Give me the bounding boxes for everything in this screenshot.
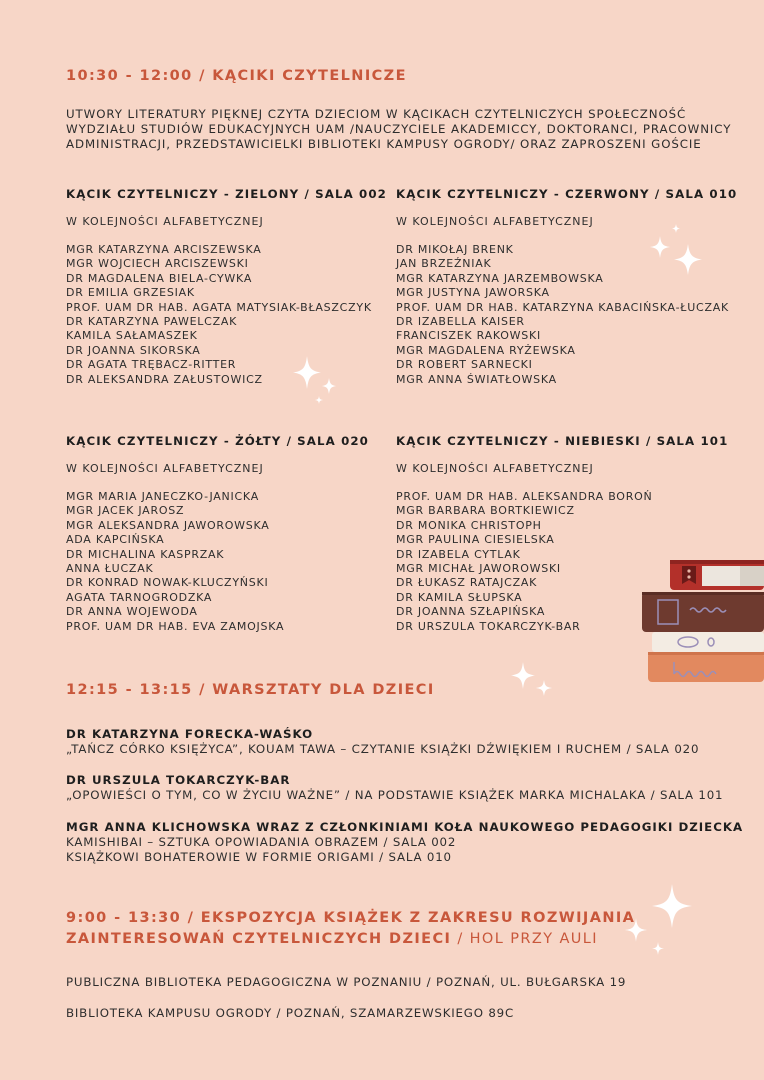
corner-title: KĄCIK CZYTELNICZY - NIEBIESKI / SALA 101 (396, 434, 729, 448)
reading-section-heading: 10:30 - 12:00 / KĄCIKI CZYTELNICZE (66, 68, 407, 84)
corner-title: KĄCIK CZYTELNICZY - ŻÓŁTY / SALA 020 (66, 434, 369, 448)
list-item: MGR KATARZYNA JARZEMBOWSKA (396, 271, 604, 285)
corner-note: W KOLEJNOŚCI ALFABETYCZNEJ (396, 462, 594, 475)
list-item: ADA KAPCIŃSKA (66, 533, 165, 547)
intro-line: WYDZIAŁU STUDIÓW EDUKACYJNYCH UAM /NAUCZYCIELE AKADEMICCY, DOKTORANCI, PRACOWNICY (66, 122, 732, 136)
list-item: DR MIKOŁAJ BRENK (396, 243, 514, 256)
list-item: DR MONIKA CHRISTOPH (396, 518, 542, 532)
list-item: MGR ANNA ŚWIATŁOWSKA (396, 372, 557, 386)
workshop-1 (66, 727, 699, 757)
intro-line: UTWORY LITERATURY PIĘKNEJ CZYTA DZIECIOM W KĄCIKACH CZYTELNICZYCH SPOŁECZNOŚĆ (66, 107, 687, 121)
sparkle-icon (505, 660, 565, 705)
list-item: FRANCISZEK RAKOWSKI (396, 329, 541, 343)
list-item: DR IZABELA CYTLAK (396, 547, 521, 561)
workshops-heading: 12:15 - 13:15 / WARSZTATY DLA DZIECI (66, 682, 435, 698)
list-item: MGR MAGDALENA RYŻEWSKA (396, 343, 576, 357)
list-item: MGR PAULINA CIESIELSKA (396, 533, 555, 547)
list-item: DR JOANNA SZŁAPIŃSKA (396, 605, 546, 619)
list-item: DR URSZULA TOKARCZYK-BAR (396, 619, 581, 633)
exhibition-heading-line2 (66, 931, 598, 947)
sparkle-icon (640, 222, 720, 292)
exhibition-heading-line1: 9:00 - 13:30 / EKSPOZYCJA KSIĄŻEK Z ZAKRESU ROZWIJANIA (66, 910, 636, 926)
list-item: DR MAGDALENA BIELA-CYWKA (66, 271, 253, 285)
list-item: MGR MICHAŁ JAWOROWSKI (396, 562, 561, 576)
workshop-leader: DR URSZULA TOKARCZYK-BAR (66, 773, 291, 787)
list-item: MGR WOJCIECH ARCISZEWSKI (66, 257, 249, 271)
list-item: DR ŁUKASZ RATAJCZAK (396, 576, 538, 590)
list-item: DR EMILIA GRZESIAK (66, 286, 195, 300)
exhibition-title: ZAINTERESOWAŃ CZYTELNICZYCH DZIECI (66, 931, 452, 947)
corner-yellow (66, 434, 369, 634)
corner-note: W KOLEJNOŚCI ALFABETYCZNEJ (66, 462, 264, 475)
exhibition-location: / HOL PRZY AULI (451, 931, 598, 947)
list-item: DR KONRAD NOWAK-KLUCZYŃSKI (66, 576, 269, 590)
workshop-3 (66, 820, 743, 865)
intro-line: ADMINISTRACJI, PRZEDSTAWICIELKI BIBLIOTEKI KAMPUSY OGRODY/ ORAZ ZAPROSZENI GOŚCIE (66, 137, 702, 151)
list-item: ANNA ŁUCZAK (66, 562, 154, 576)
workshop-2 (66, 773, 723, 803)
workshop-leader: MGR ANNA KLICHOWSKA WRAZ Z CZŁONKINIAMI KOŁA NAUKOWEGO PEDAGOGIKI DZIECKA (66, 820, 744, 834)
list-item: DR ANNA WOJEWODA (66, 605, 198, 619)
corner-note: W KOLEJNOŚCI ALFABETYCZNEJ (396, 215, 594, 228)
list-item: PROF. UAM DR HAB. EVA ZAMOJSKA (66, 619, 285, 633)
workshop-description: „OPOWIEŚCI O TYM, CO W ŻYCIU WAŻNE” / NA PODSTAWIE KSIĄŻEK MARKA MICHALAKA / SALA 101 (66, 788, 724, 802)
corner-title: KĄCIK CZYTELNICZY - CZERWONY / SALA 010 (396, 187, 738, 201)
list-item: KAMILA SAŁAMASZEK (66, 329, 198, 343)
list-item: MGR ALEKSANDRA JAWOROWSKA (66, 518, 270, 532)
workshop-description: KSIĄŻKOWI BOHATEROWIE W FORMIE ORIGAMI / SALA 010 (66, 850, 452, 864)
list-item: MGR JACEK JAROSZ (66, 504, 185, 518)
library-line: BIBLIOTEKA KAMPUSU OGRODY / POZNAŃ, SZAMARZEWSKIEGO 89C (66, 1006, 515, 1020)
list-item: DR ALEKSANDRA ZAŁUSTOWICZ (66, 372, 263, 386)
corner-note: W KOLEJNOŚCI ALFABETYCZNEJ (66, 215, 264, 228)
list-item: PROF. UAM DR HAB. ALEKSANDRA BOROŃ (396, 490, 653, 503)
sparkle-icon (620, 880, 705, 965)
list-item: MGR BARBARA BORTKIEWICZ (396, 504, 575, 518)
list-item: MGR KATARZYNA ARCISZEWSKA (66, 243, 262, 256)
sparkle-icon (285, 352, 345, 412)
book-stack-icon (640, 556, 764, 686)
corner-title: KĄCIK CZYTELNICZY - ZIELONY / SALA 002 (66, 187, 387, 201)
list-item: MGR JUSTYNA JAWORSKA (396, 286, 550, 300)
list-item: AGATA TARNOGRODZKA (66, 590, 213, 604)
list-item: DR KAMILA SŁUPSKA (396, 590, 523, 604)
list-item: DR MICHALINA KASPRZAK (66, 547, 225, 561)
list-item: DR KATARZYNA PAWELCZAK (66, 315, 238, 329)
list-item: PROF. UAM DR HAB. AGATA MATYSIAK-BŁASZCZYK (66, 300, 372, 314)
reading-intro (66, 107, 746, 152)
list-item: JAN BRZEŹNIAK (396, 257, 492, 271)
people-list (66, 490, 369, 634)
workshop-leader: DR KATARZYNA FORECKA-WAŚKO (66, 727, 314, 741)
workshop-description: KAMISHIBAI – SZTUKA OPOWIADANIA OBRAZEM / SALA 002 (66, 835, 457, 849)
list-item: MGR MARIA JANECZKO-JANICKA (66, 490, 259, 503)
list-item: PROF. UAM DR HAB. KATARZYNA KABACIŃSKA-ŁUCZAK (396, 300, 729, 314)
list-item: DR AGATA TRĘBACZ-RITTER (66, 358, 237, 372)
list-item: DR ROBERT SARNECKI (396, 358, 533, 372)
workshop-description: „TAŃCZ CÓRKO KSIĘŻYCA”, KOUAM TAWA – CZYTANIE KSIĄŻKI DŹWIĘKIEM I RUCHEM / SALA 020 (66, 742, 700, 756)
list-item: DR IZABELLA KAISER (396, 315, 525, 329)
library-line: PUBLICZNA BIBLIOTEKA PEDAGOGICZNA W POZNANIU / POZNAŃ, UL. BUŁGARSKA 19 (66, 975, 627, 989)
list-item: DR JOANNA SIKORSKA (66, 343, 201, 357)
